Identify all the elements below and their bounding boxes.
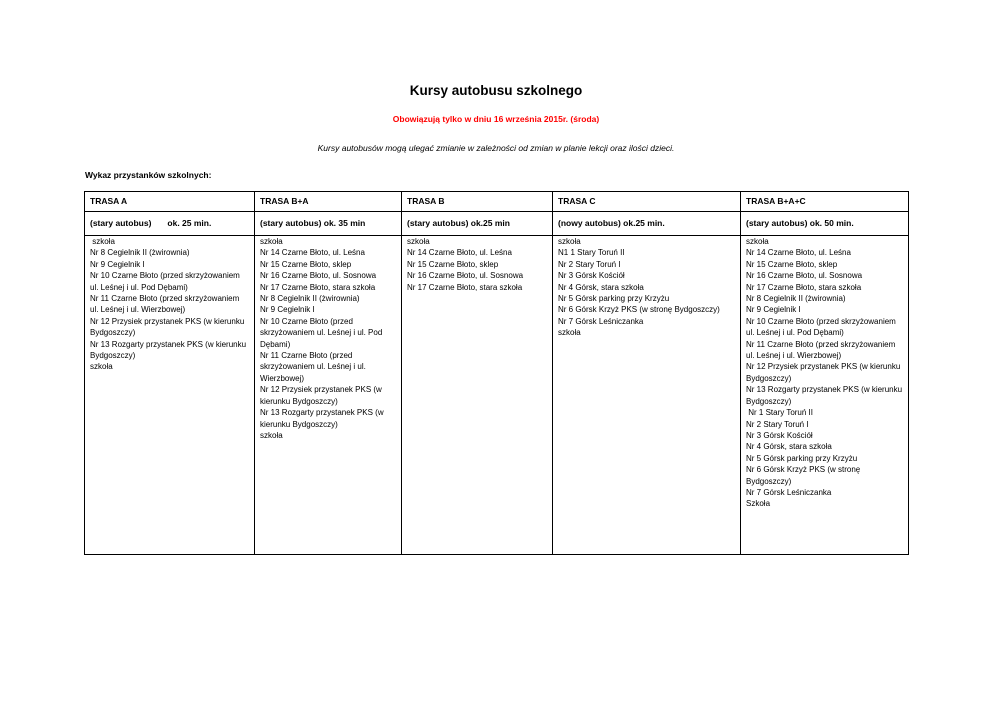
route-name-bac: TRASA B+A+C bbox=[741, 192, 909, 212]
route-stops-row bbox=[85, 236, 909, 555]
page-title: Kursy autobusu szkolnego bbox=[409, 83, 583, 98]
route-stops-cell-ba bbox=[255, 236, 402, 555]
route-name-c: TRASA C bbox=[553, 192, 741, 212]
stop-list-a: szkoła Nr 8 Cegielnik II (żwirownia) Nr 9 Cegielnik I Nr 10 Czarne Błoto (przed skrzyżowaniem ul. Leśnej i ul. Pod Dębami) Nr 11 Czarne Błoto (przed skrzyżowaniem ul. Leśnej i ul. Wierzbowej) Nr 12 Przysiek przystanek PKS (w kierunku Bydgoszczy) Nr 13 Rozgarty przystanek PKS (w kierunku Bydgoszczy) szkoła bbox=[90, 237, 247, 372]
duration-a: ok. 25 min. bbox=[167, 218, 212, 228]
route-name-ba: TRASA B+A bbox=[255, 192, 402, 212]
route-bus-a bbox=[85, 212, 255, 236]
route-stops-cell-bac bbox=[741, 236, 909, 555]
stop-list-bac: szkoła Nr 14 Czarne Błoto, ul. Leśna Nr 15 Czarne Błoto, sklep Nr 16 Czarne Błoto, ul. Sosnowa Nr 17 Czarne Błoto, stara szkoła Nr 8 Cegielnik II (żwirownia) Nr 9 Cegielnik I Nr 10 Czarne Błoto (przed skrzyżowaniem ul. Leśnej i ul. Pod Dębami) Nr 11 Czarne Błoto (przed skrzyżowaniem ul. Leśnej i ul. Wierzbowej) Nr 12 Przysiek przystanek PKS (w kierunku Bydgoszczy) Nr 13 Rozgarty przystanek PKS (w kierunku Bydgoszczy) Nr 1 Stary Toruń II Nr 2 Stary Toruń I Nr 3 Górsk Kościół Nr 4 Górsk, stara szkoła Nr 5 Górsk parking przy Krzyżu Nr 6 Górsk Krzyż PKS (w stronę Bydgoszczy) Nr 7 Górsk Leśniczanka Szkoła bbox=[746, 237, 903, 509]
route-bus-b: (stary autobus) ok.25 min bbox=[402, 212, 553, 236]
date-notice: Obowiązują tylko w dniu 16 września 2015r. (środa) bbox=[392, 114, 600, 124]
route-stops-cell-a bbox=[85, 236, 255, 555]
route-name-a: TRASA A bbox=[85, 192, 255, 212]
routes-table bbox=[84, 191, 909, 555]
route-stops-cell-c bbox=[553, 236, 741, 555]
stop-list-c: szkoła N1 1 Stary Toruń II Nr 2 Stary Toruń I Nr 3 Górsk Kościół Nr 4 Górsk, stara szkoła Nr 5 Górsk parking przy Krzyżu Nr 6 Górsk Krzyż PKS (w stronę Bydgoszczy) Nr 7 Górsk Leśniczanka szkoła bbox=[558, 237, 720, 338]
route-bus-bac: (stary autobus) ok. 50 min. bbox=[741, 212, 909, 236]
route-bus-ba: (stary autobus) ok. 35 min bbox=[255, 212, 402, 236]
route-bus-row bbox=[85, 212, 909, 236]
route-stops-cell-b bbox=[402, 236, 553, 555]
route-name-row bbox=[85, 192, 909, 212]
route-bus-c: (nowy autobus) ok.25 min. bbox=[553, 212, 741, 236]
stop-list-ba: szkoła Nr 14 Czarne Błoto, ul. Leśna Nr 15 Czarne Błoto, sklep Nr 16 Czarne Błoto, ul. Sosnowa Nr 17 Czarne Błoto, stara szkoła Nr 8 Cegielnik II (żwirownia) Nr 9 Cegielnik I Nr 10 Czarne Błoto (przed skrzyżowaniem ul. Leśnej i ul. Pod Dębami) Nr 11 Czarne Błoto (przed skrzyżowaniem ul. Leśnej i ul. Wierzbowej) Nr 12 Przysiek przystanek PKS (w kierunku Bydgoszczy) Nr 13 Rozgarty przystanek PKS (w kierunku Bydgoszczy) szkoła bbox=[260, 237, 384, 440]
bus-type-a: (stary autobus) bbox=[90, 218, 152, 228]
stops-list-heading: Wykaz przystanków szkolnych: bbox=[85, 170, 212, 180]
stop-list-b: szkoła Nr 14 Czarne Błoto, ul. Leśna Nr 15 Czarne Błoto, sklep Nr 16 Czarne Błoto, ul. Sosnowa Nr 17 Czarne Błoto, stara szkoła bbox=[407, 237, 524, 292]
change-note: Kursy autobusów mogą ulegać zmianie w zależności od zmian w planie lekcji oraz ilości dzieci. bbox=[317, 143, 675, 153]
route-name-b: TRASA B bbox=[402, 192, 553, 212]
